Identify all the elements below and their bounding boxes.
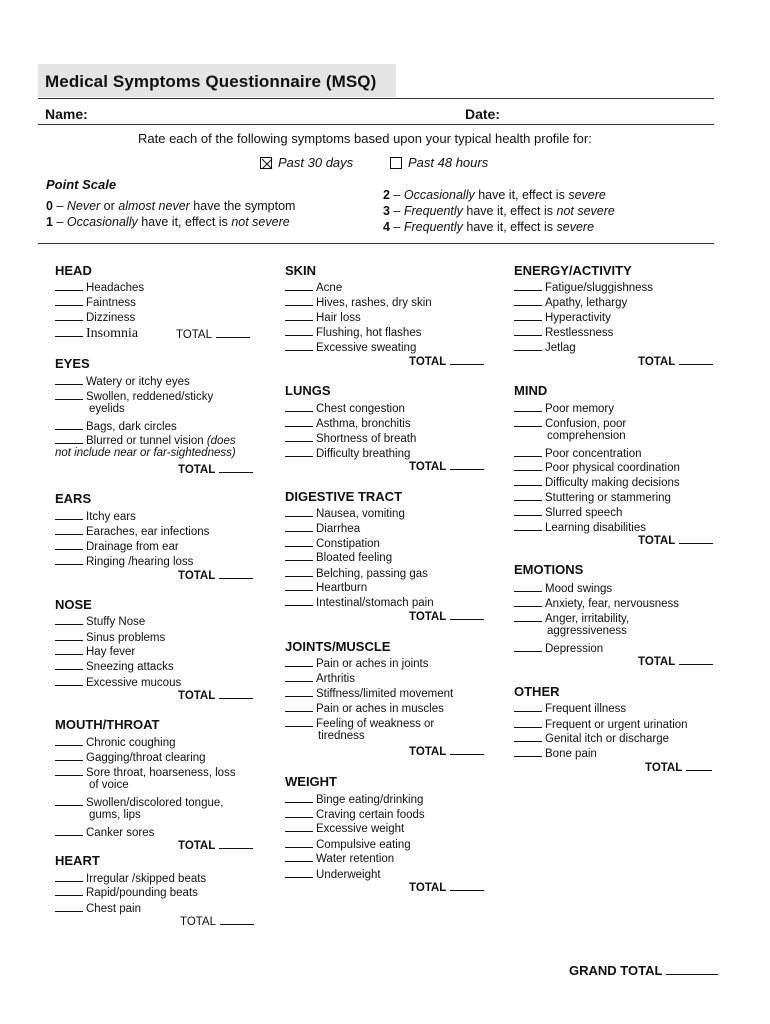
score-blank[interactable] (285, 430, 313, 442)
total-nose[interactable]: TOTAL (178, 688, 253, 702)
section-title-digestive-tract: DIGESTIVE TRACT (285, 489, 403, 504)
symptom-item[interactable]: Bloated feeling (285, 549, 392, 565)
symptom-item[interactable]: Restlessness (514, 324, 613, 340)
score-blank[interactable] (514, 610, 542, 622)
rate-instructions: Rate each of the following symptoms based upon your typical health profile for: (138, 131, 592, 146)
symptom-item[interactable]: Hair loss (285, 309, 361, 325)
score-blank[interactable] (55, 884, 83, 896)
score-blank[interactable] (55, 674, 83, 686)
symptom-item[interactable]: Rapid/pounding beats (55, 884, 198, 900)
total-lungs[interactable]: TOTAL (409, 459, 484, 473)
total-energy-activity[interactable]: TOTAL (638, 354, 713, 368)
divider (38, 124, 714, 125)
score-blank[interactable] (285, 594, 313, 606)
total-digestive-tract[interactable]: TOTAL (409, 609, 484, 623)
symptom-item[interactable]: Swollen, reddened/sticky (55, 388, 213, 404)
score-blank[interactable] (55, 749, 83, 761)
divider (38, 98, 714, 99)
score-blank[interactable] (285, 565, 313, 577)
score-blank[interactable] (55, 508, 83, 520)
total-ears[interactable]: TOTAL (178, 568, 253, 582)
score-blank[interactable] (514, 400, 542, 412)
symptom-item[interactable]: Anxiety, fear, nervousness (514, 595, 679, 611)
symptom-item[interactable]: Gagging/throat clearing (55, 749, 206, 765)
symptom-item[interactable]: Heartburn (285, 579, 367, 595)
score-blank[interactable] (285, 866, 313, 878)
symptom-continuation: gums, lips (89, 809, 141, 821)
score-blank[interactable] (55, 388, 83, 400)
score-blank[interactable] (55, 629, 83, 641)
date-label: Date: (465, 106, 501, 122)
symptom-item[interactable]: Chronic coughing (55, 734, 176, 750)
symptom-item[interactable]: Blurred or tunnel vision (does (55, 432, 236, 448)
score-blank[interactable] (514, 640, 542, 652)
score-blank[interactable] (55, 418, 83, 430)
score-blank[interactable] (285, 445, 313, 457)
score-blank[interactable] (514, 700, 542, 712)
section-title-ears: EARS (55, 491, 92, 506)
symptom-item[interactable]: Dizziness (55, 309, 135, 325)
symptom-item[interactable]: Pain or aches in muscles (285, 700, 444, 716)
symptom-item[interactable]: Excessive sweating (285, 339, 416, 355)
score-blank[interactable] (55, 553, 83, 565)
symptom-item[interactable]: Poor concentration (514, 445, 642, 461)
score-blank[interactable] (514, 504, 542, 516)
score-blank[interactable] (55, 900, 83, 912)
section-title-eyes: EYES (55, 356, 90, 371)
symptom-item[interactable]: Insomnia (55, 325, 138, 341)
symptom-item[interactable]: Nausea, vomiting (285, 505, 405, 521)
symptom-continuation: eyelids (89, 403, 125, 415)
total-other[interactable]: TOTAL (645, 760, 712, 774)
divider (38, 243, 714, 244)
symptom-item[interactable]: Stuffy Nose (55, 613, 145, 629)
score-blank[interactable] (285, 520, 313, 532)
symptom-item[interactable]: Headaches (55, 279, 144, 295)
score-blank[interactable] (55, 373, 83, 385)
symptom-item[interactable]: Canker sores (55, 824, 154, 840)
score-blank[interactable] (285, 415, 313, 427)
score-blank[interactable] (55, 794, 83, 806)
score-blank[interactable] (55, 734, 83, 746)
option-past-30-days[interactable] (260, 155, 353, 170)
score-blank[interactable] (285, 670, 313, 682)
symptom-item[interactable]: Fatigue/sluggishness (514, 279, 653, 295)
section-title-heart: HEART (55, 853, 100, 868)
score-blank[interactable] (514, 716, 542, 728)
symptom-item[interactable]: Flushing, hot flashes (285, 324, 421, 340)
symptom-continuation: aggressiveness (547, 625, 627, 637)
point-scale-title: Point Scale (46, 177, 117, 192)
symptom-item[interactable]: Diarrhea (285, 520, 360, 536)
score-blank[interactable] (285, 700, 313, 712)
scale-level-2: 2 – Occasionally have it, effect is severe (383, 188, 606, 202)
total-head[interactable]: TOTAL (176, 327, 250, 341)
score-blank[interactable] (285, 324, 313, 336)
score-blank[interactable] (285, 400, 313, 412)
symptom-continuation: comprehension (547, 430, 626, 442)
score-blank[interactable] (55, 294, 83, 306)
score-blank[interactable] (55, 279, 83, 291)
symptom-item[interactable]: Apathy, lethargy (514, 294, 627, 310)
symptom-item[interactable]: Poor memory (514, 400, 614, 416)
symptom-item[interactable]: Confusion, poor (514, 415, 626, 431)
score-blank[interactable] (55, 523, 83, 535)
total-joints-muscle[interactable]: TOTAL (409, 744, 484, 758)
total-weight[interactable]: TOTAL (409, 880, 484, 894)
score-blank[interactable] (55, 432, 83, 444)
section-title-mind: MIND (514, 383, 548, 398)
grand-total[interactable]: GRAND TOTAL (569, 962, 718, 978)
score-blank[interactable] (514, 309, 542, 321)
symptom-continuation: tiredness (318, 730, 365, 742)
symptom-item[interactable]: Craving certain foods (285, 806, 425, 822)
section-title-head: HEAD (55, 263, 92, 278)
symptom-item[interactable]: Constipation (285, 535, 380, 551)
symptom-item[interactable]: Difficulty breathing (285, 445, 410, 461)
symptom-item[interactable]: Itchy ears (55, 508, 136, 524)
score-blank[interactable] (514, 459, 542, 471)
section-title-weight: WEIGHT (285, 774, 337, 789)
symptom-item[interactable]: Asthma, bronchitis (285, 415, 411, 431)
score-blank[interactable] (55, 764, 83, 776)
symptom-item[interactable]: Swollen/discolored tongue, (55, 794, 223, 810)
symptom-item[interactable]: Belching, passing gas (285, 565, 428, 581)
score-blank[interactable] (55, 325, 83, 337)
symptom-item[interactable]: Excessive weight (285, 820, 404, 836)
symptom-continuation: of voice (89, 779, 129, 791)
symptom-item[interactable]: Frequent or urgent urination (514, 716, 688, 732)
scale-level-3: 3 – Frequently have it, effect is not severe (383, 204, 615, 218)
score-blank[interactable] (285, 791, 313, 803)
section-title-nose: NOSE (55, 597, 92, 612)
symptom-item[interactable]: Irregular /skipped beats (55, 870, 206, 886)
symptom-item[interactable]: Stiffness/limited movement (285, 685, 453, 701)
symptom-item[interactable]: Bags, dark circles (55, 418, 177, 434)
total-mind[interactable]: TOTAL (638, 533, 713, 547)
score-blank[interactable] (514, 445, 542, 457)
score-blank[interactable] (514, 595, 542, 607)
section-title-emotions: EMOTIONS (514, 562, 584, 577)
symptom-item[interactable]: Stuttering or stammering (514, 489, 671, 505)
score-blank[interactable] (514, 519, 542, 531)
symptom-item[interactable]: Underweight (285, 866, 381, 882)
symptom-item[interactable]: Arthritis (285, 670, 355, 686)
score-blank[interactable] (285, 806, 313, 818)
score-blank[interactable] (514, 279, 542, 291)
score-blank[interactable] (514, 730, 542, 742)
section-title-energy-activity: ENERGY/ACTIVITY (514, 263, 632, 278)
score-blank[interactable] (55, 658, 83, 670)
symptom-item[interactable]: Mood swings (514, 580, 612, 596)
score-blank[interactable] (285, 579, 313, 591)
total-mouth-throat[interactable]: TOTAL (178, 838, 253, 852)
symptom-item[interactable]: Earaches, ear infections (55, 523, 209, 539)
score-blank[interactable] (55, 643, 83, 655)
symptom-item[interactable]: Sneezing attacks (55, 658, 174, 674)
score-blank[interactable] (55, 613, 83, 625)
symptom-item[interactable]: Drainage from ear (55, 538, 179, 554)
score-blank[interactable] (514, 580, 542, 592)
section-title-other: OTHER (514, 684, 560, 699)
symptom-item[interactable]: Binge eating/drinking (285, 791, 423, 807)
symptom-item[interactable]: Pain or aches in joints (285, 655, 429, 671)
symptom-item[interactable]: Acne (285, 279, 342, 295)
scale-level-0: 0 – Never or almost never have the symptom (46, 199, 296, 213)
page-title: Medical Symptoms Questionnaire (MSQ) (45, 72, 377, 91)
symptom-item[interactable]: Feeling of weakness or (285, 715, 434, 731)
symptom-item[interactable]: Difficulty making decisions (514, 474, 680, 490)
symptom-item[interactable]: Shortness of breath (285, 430, 416, 446)
score-blank[interactable] (285, 505, 313, 517)
symptom-item[interactable]: Sore throat, hoarseness, loss (55, 764, 236, 780)
score-blank[interactable] (55, 538, 83, 550)
option-label: Past 48 hours (408, 155, 489, 170)
symptom-item[interactable]: Sinus problems (55, 629, 165, 645)
symptom-item[interactable]: Faintness (55, 294, 136, 310)
symptom-item[interactable]: Anger, irritability, (514, 610, 629, 626)
score-blank[interactable] (514, 294, 542, 306)
symptom-item[interactable]: Hyperactivity (514, 309, 611, 325)
score-blank[interactable] (285, 535, 313, 547)
score-blank[interactable] (285, 294, 313, 306)
symptom-item[interactable]: Chest pain (55, 900, 141, 916)
score-blank[interactable] (285, 309, 313, 321)
score-blank[interactable] (285, 655, 313, 667)
score-blank[interactable] (285, 279, 313, 291)
symptom-item[interactable]: Chest congestion (285, 400, 405, 416)
score-blank[interactable] (514, 745, 542, 757)
symptom-item[interactable]: Frequent illness (514, 700, 626, 716)
total-eyes[interactable]: TOTAL (178, 462, 253, 476)
checked-box-icon[interactable] (260, 157, 272, 169)
score-blank[interactable] (514, 415, 542, 427)
score-blank[interactable] (55, 824, 83, 836)
symptom-item[interactable]: Watery or itchy eyes (55, 373, 190, 389)
score-blank[interactable] (514, 474, 542, 486)
symptom-item[interactable]: Excessive mucous (55, 674, 181, 690)
symptom-item[interactable]: Intestinal/stomach pain (285, 594, 434, 610)
total-emotions[interactable]: TOTAL (638, 654, 713, 668)
score-blank[interactable] (514, 324, 542, 336)
score-blank[interactable] (285, 549, 313, 561)
score-blank[interactable] (514, 489, 542, 501)
name-label: Name: (45, 106, 88, 122)
section-title-joints-muscle: JOINTS/MUSCLE (285, 639, 391, 654)
symptom-item[interactable]: Genital itch or discharge (514, 730, 669, 746)
symptom-item[interactable]: Compulsive eating (285, 836, 411, 852)
score-blank[interactable] (55, 870, 83, 882)
symptom-note: not include near or far-sightedness) (55, 447, 236, 459)
symptom-item[interactable]: Slurred speech (514, 504, 622, 520)
symptom-item[interactable]: Water retention (285, 850, 394, 866)
symptom-item[interactable]: Jetlag (514, 339, 576, 355)
symptom-item[interactable]: Bone pain (514, 745, 597, 761)
symptom-item[interactable]: Hives, rashes, dry skin (285, 294, 432, 310)
scale-level-4: 4 – Frequently have it, effect is severe (383, 220, 595, 234)
score-blank[interactable] (285, 685, 313, 697)
score-blank[interactable] (55, 309, 83, 321)
section-title-skin: SKIN (285, 263, 317, 278)
symptom-item[interactable]: Hay fever (55, 643, 135, 659)
symptom-item[interactable]: Poor physical coordination (514, 459, 680, 475)
scale-level-1: 1 – Occasionally have it, effect is not severe (46, 215, 290, 229)
score-blank[interactable] (285, 715, 313, 727)
section-title-mouth-throat: MOUTH/THROAT (55, 717, 160, 732)
symptom-item[interactable]: Learning disabilities (514, 519, 646, 535)
score-blank[interactable] (285, 850, 313, 862)
section-title-lungs: LUNGS (285, 383, 331, 398)
score-blank[interactable] (285, 339, 313, 351)
score-blank[interactable] (285, 820, 313, 832)
symptom-item[interactable]: Ringing /hearing loss (55, 553, 193, 569)
total-skin[interactable]: TOTAL (409, 354, 484, 368)
unchecked-box-icon[interactable] (390, 157, 402, 169)
option-past-48-hours[interactable] (390, 155, 488, 170)
total-heart[interactable]: TOTAL (180, 914, 254, 928)
score-blank[interactable] (514, 339, 542, 351)
symptom-item[interactable]: Depression (514, 640, 603, 656)
score-blank[interactable] (285, 836, 313, 848)
option-label: Past 30 days (278, 155, 354, 170)
